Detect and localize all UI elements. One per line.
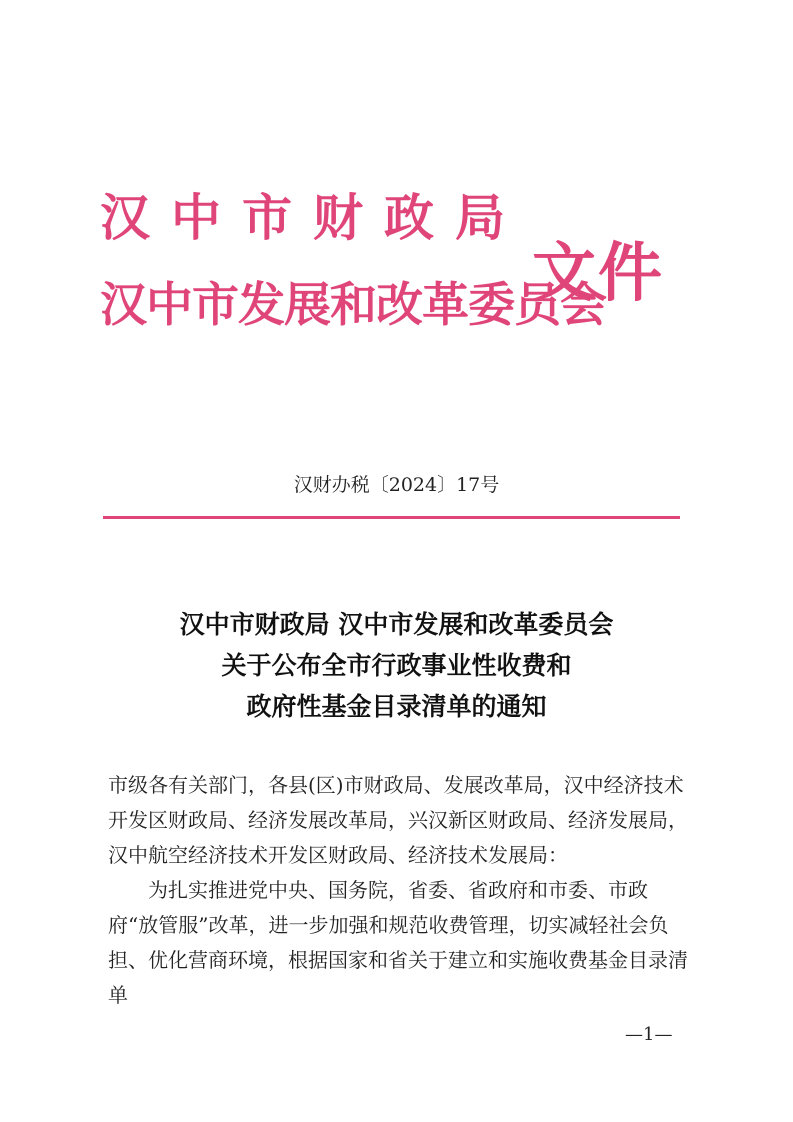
- page-number: —1—: [625, 1024, 673, 1045]
- notice-body: [108, 768, 688, 1013]
- title-line-2: 关于公布全市行政事业性收费和: [221, 651, 572, 680]
- addressee-paragraph: 市级各有关部门，各县(区)市财政局、发展改革局，汉中经济技术开发区财政局、经济发展改革局，兴汉新区财政局、经济发展局，汉中航空经济技术开发区财政局、经济技术发展局：: [108, 773, 688, 867]
- issuing-org-finance-bureau: 汉中市财政局: [100, 189, 526, 247]
- title-line-3: 政府性基金目录清单的通知: [246, 692, 547, 721]
- notice-title: [0, 604, 793, 727]
- body-paragraph-1: 为扎实推进党中央、国务院，省委、省政府和市委、市政府“放管服”改革，进一步加强和规范收费管理，切实减轻社会负担、优化营商环境，根据国家和省关于建立和实施收费基金目录清单: [108, 878, 688, 1007]
- document-type-label: 文件: [532, 237, 664, 311]
- red-divider-line: [103, 516, 680, 519]
- title-line-1: 汉中市财政局 汉中市发展和改革委员会: [179, 610, 614, 639]
- issuing-org-development-reform-commission: 汉中市发展和改革委员会: [100, 278, 606, 333]
- document-number: 汉财办税〔2024〕17号: [293, 474, 500, 496]
